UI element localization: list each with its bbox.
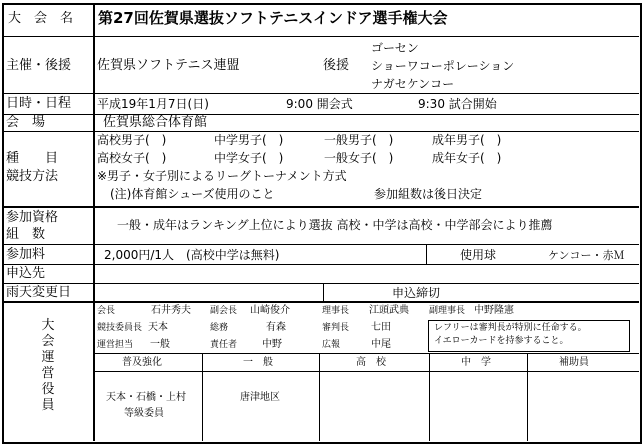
sponsor-label: 後援 xyxy=(323,58,350,73)
official-name: 江頭武典 xyxy=(369,305,409,316)
method-text: ※男子・女子別によるリーグトーナメント方式 xyxy=(97,169,347,183)
divider xyxy=(3,206,639,208)
official-name: 中野隆憲 xyxy=(474,305,514,316)
venue-value: 佐賀県総合体育館 xyxy=(103,115,208,130)
host-value: 佐賀県ソフトテニス連盟 xyxy=(97,58,240,73)
divider xyxy=(3,264,639,265)
ball-label: 使用球 xyxy=(460,248,497,262)
host-label: 主催・後援 xyxy=(6,58,72,73)
column-header: 補助員 xyxy=(559,357,589,368)
official-name: 中尾 xyxy=(371,339,391,350)
official-title: 副理事長 xyxy=(429,306,466,316)
event-name-label: 大 会 名 xyxy=(8,11,74,26)
official-name: 山崎俊介 xyxy=(250,305,290,316)
event-men-general: 一般男子( ) xyxy=(324,133,394,147)
divider xyxy=(3,36,639,37)
column-header: 中 学 xyxy=(461,357,491,368)
eligibility-label: 参加資格 xyxy=(6,210,59,225)
eligibility-value: 一般・成年はランキング上位により選抜 高校・中学は高校・中学部会により推薦 xyxy=(117,218,553,232)
official-name: 有森 xyxy=(266,322,286,333)
pairs-label: 組 数 xyxy=(6,227,46,242)
official-title: 理事長 xyxy=(322,306,350,316)
divider xyxy=(94,353,639,354)
method-label: 競技方法 xyxy=(6,169,59,184)
column-divider xyxy=(319,354,320,441)
event-name: 第27回佐賀県選抜ソフトテニスインドア選手権大会 xyxy=(98,9,448,27)
shoes-note: (注)体育館シューズ使用のこと xyxy=(110,187,275,201)
pairs-note: 参加組数は後日決定 xyxy=(374,187,483,201)
divider xyxy=(3,114,639,115)
divider xyxy=(3,283,639,284)
venue-label: 会 場 xyxy=(6,115,46,130)
official-title: 会長 xyxy=(97,306,116,316)
official-name: 天本 xyxy=(148,322,168,333)
official-name: 七田 xyxy=(371,322,391,333)
events-label: 種 目 xyxy=(6,151,59,166)
event-women-adult: 成年女子( ) xyxy=(432,151,502,165)
rain-date-label: 雨天変更日 xyxy=(6,285,72,300)
divider xyxy=(3,93,639,94)
column-divider xyxy=(202,354,203,441)
column-divider xyxy=(527,354,528,441)
official-title: 競技委員長 xyxy=(97,323,143,333)
column-header: 普及強化 xyxy=(122,357,162,368)
event-boys-highschool: 高校男子( ) xyxy=(97,133,167,147)
fukyu-members-2: 等級委員 xyxy=(124,408,164,419)
referee-note: レフリーは審判長が特別に任命する。 xyxy=(434,323,587,333)
event-girls-highschool: 高校女子( ) xyxy=(97,151,167,165)
official-name: 石井秀夫 xyxy=(151,305,191,316)
official-title: 責任者 xyxy=(210,340,238,350)
official-title: 副会長 xyxy=(210,306,238,316)
column-header: 一 般 xyxy=(243,357,273,368)
label-column-divider xyxy=(93,4,95,441)
column-divider xyxy=(429,354,430,441)
divider xyxy=(3,244,639,245)
divider xyxy=(3,301,639,303)
sponsor-item: ナガセケンコー xyxy=(371,77,455,91)
official-title: 広報 xyxy=(322,340,341,350)
official-name: 中野 xyxy=(262,339,282,350)
sponsor-item: ショーワコーポレーション xyxy=(371,59,515,73)
fukyu-members: 天本・石橋・上村 xyxy=(106,392,186,403)
column-header: 高 校 xyxy=(356,357,386,368)
start-time: 9:30 試合開始 xyxy=(418,97,497,111)
fee-label: 参加料 xyxy=(6,247,46,262)
officials-label: 大会運営役員 xyxy=(41,318,55,413)
event-women-general: 一般女子( ) xyxy=(324,151,394,165)
yellow-card-note: イエローカードを持参すること。 xyxy=(434,336,569,346)
official-title: 総務 xyxy=(210,323,229,333)
official-title: 運営担当 xyxy=(97,340,134,350)
event-boys-junior: 中学男子( ) xyxy=(214,133,284,147)
sponsor-item: ゴーセン xyxy=(371,41,419,55)
official-title: 審判長 xyxy=(322,323,350,333)
ippan-members: 唐津地区 xyxy=(240,392,280,403)
column-divider xyxy=(426,245,427,264)
opening-time: 9:00 開会式 xyxy=(286,97,353,111)
event-men-adult: 成年男子( ) xyxy=(432,133,502,147)
official-name: 一般 xyxy=(150,339,170,350)
event-girls-junior: 中学女子( ) xyxy=(214,151,284,165)
deadline-label: 申込締切 xyxy=(392,286,441,300)
datetime-label: 日時・日程 xyxy=(6,96,72,111)
ball-value: ケンコー・赤Ｍ xyxy=(548,249,625,262)
column-divider xyxy=(323,283,324,301)
event-date: 平成19年1月7日(日) xyxy=(97,97,209,111)
application-label: 申込先 xyxy=(6,266,46,281)
divider xyxy=(94,371,639,372)
divider xyxy=(3,131,639,132)
fee-value: 2,000円/1人 (高校中学は無料) xyxy=(104,248,280,262)
